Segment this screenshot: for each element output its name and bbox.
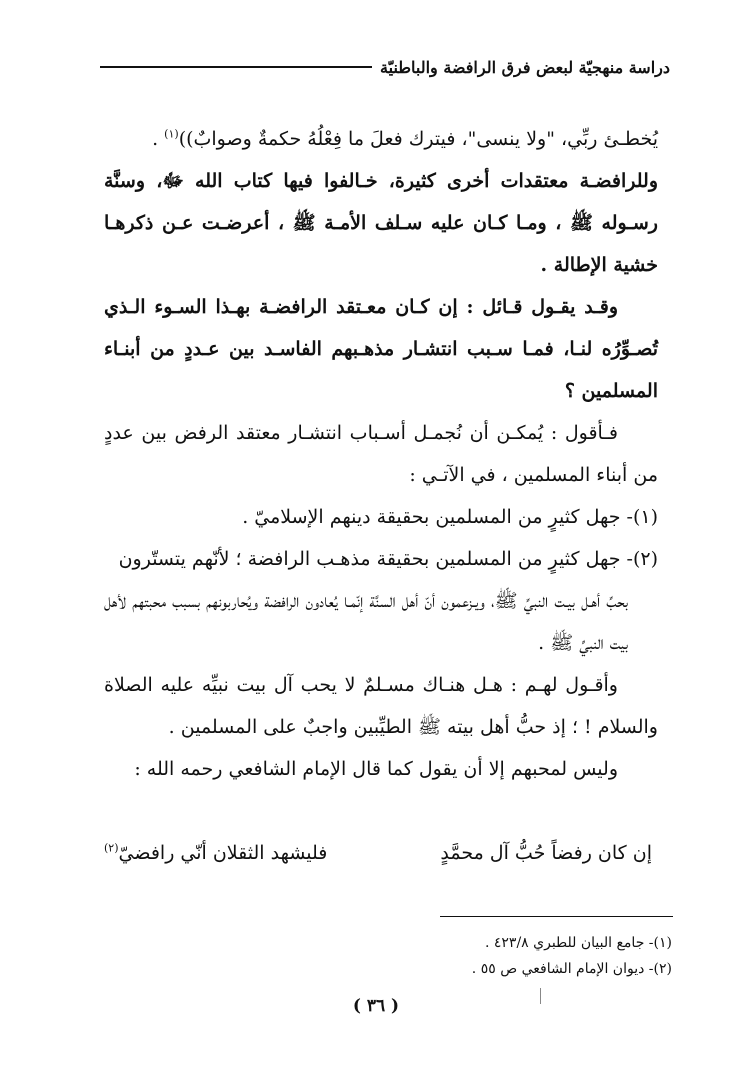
header-rule — [100, 66, 372, 68]
running-header — [100, 52, 670, 82]
paragraph-2: وللرافضـة معتقدات أخرى كثيرة، خـالفوا فيها كتاب الله ﷻ، وسنَّة رسـوله ﷺ ، ومـا كـان عليه سـلف الأمـة ﷺ ، أعرضـت عـن ذكرهـا خشية الإطالة . — [104, 170, 658, 276]
verse-second-text: فليشهد الثقلان أنّي رافضيّ — [118, 842, 328, 864]
list-item-1: (١)- جهل كثيرٍ من المسلمين بحقيقة دينهم الإسلاميّ . — [242, 506, 658, 528]
page-number: ( ٣٦ ) — [352, 996, 400, 1016]
list-item-2: (٢)- جهل كثيرٍ من المسلمين بحقيقة مذهـب الرافضة ؛ لأنّهم يتستّرون — [118, 548, 658, 570]
paragraph-4: فـأقول : يُمكـن أن نُجمـل أسـباب انتشـار معتقد الرفض بين عددٍ من أبناء المسلمين ، في الآتـي : — [104, 422, 658, 486]
list-item-2-continuation: بحبِّ أهـل بيـت النبيِّ ﷺ، ويـزعمون أنّ أهل السنَّة إنّمـا يُعادون الرافضة ويُحاربونهم بسبب محبتهم لأهل بيت النبيِّ ﷺ . — [104, 590, 628, 654]
verse-second-hemistich — [104, 832, 327, 874]
paragraph-1-text: يُخطـئ ربِّي، "ولا ينسى"، فيترك فعلَ ما فِعْلُهُ حكمةٌ وصوابٌ)) — [178, 128, 658, 150]
poetry-verse — [104, 832, 652, 874]
footnote-2: (٢)- ديوان الإمام الشافعي ص ٥٥ . — [471, 961, 672, 977]
footnote-ref-1[interactable]: (١) — [164, 127, 179, 141]
header-title: دراسة منهجيّة لبعض فرق الرافضة والباطنيّة — [380, 57, 670, 77]
paragraph-1 — [104, 118, 658, 160]
footnote-ref-2[interactable]: (٢) — [104, 841, 119, 855]
paragraph-5: وأقـول لهـم : هـل هنـاك مسـلمٌ لا يحب آل بيت نبيِّه عليه الصلاة والسلام ! ؛ إذ حبُّ أهل بيته ﷺ الطيِّبين واجبٌ على المسلمين . — [104, 674, 658, 738]
paragraph-3: وقـد يقـول قـائل : إن كـان معـتقد الرافضـة بهـذا السـوء الـذي تُصـوِّرُه لنـا، فمـا سـبب انتشـار مذهـبهم الفاسـد بين عـددٍ من أبنـاء المسلمين ؟ — [104, 296, 658, 402]
verse-first-hemistich: إن كان رفضاً حُبُّ آل محمَّدٍ — [440, 842, 652, 864]
paragraph-6: وليس لمحبهم إلا أن يقول كما قال الإمام الشافعي رحمه الله : — [134, 758, 618, 780]
paragraph-1-end: . — [152, 128, 165, 150]
footnotes — [200, 930, 672, 982]
main-text — [104, 118, 658, 790]
footnote-1: (١)- جامع البيان للطبري ٤٢٣/٨ . — [484, 935, 672, 951]
footnote-separator — [440, 916, 673, 917]
